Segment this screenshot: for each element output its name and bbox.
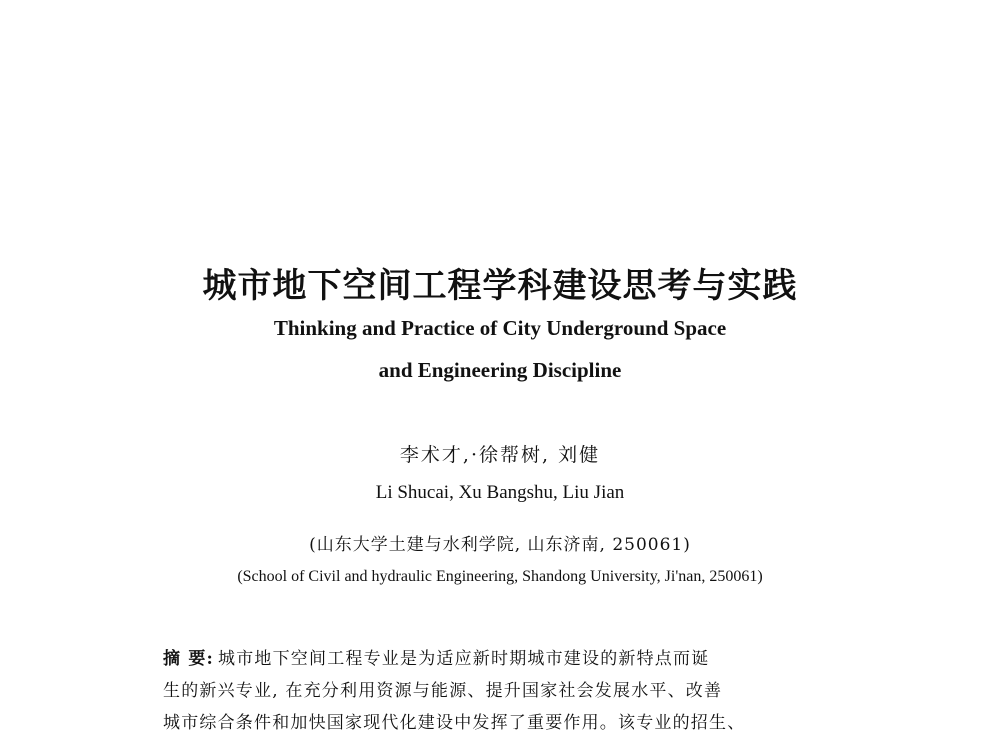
abstract-text-1: 城市地下空间工程专业是为适应新时期城市建设的新特点而诞 <box>218 649 710 669</box>
affiliation-english: (School of Civil and hydraulic Engineering, Shandong University, Ji'nan, 250061) <box>237 568 763 585</box>
title-english-line-2: and Engineering Discipline <box>378 358 622 382</box>
authors-chinese: 李术才,·徐帮树, 刘健 <box>399 444 601 466</box>
abstract-line-3: 城市综合条件和加快国家现代化建设中发挥了重要作用。该专业的招生、 <box>163 713 746 733</box>
authors-english: Li Shucai, Xu Bangshu, Liu Jian <box>375 482 625 503</box>
title-english-line-1: Thinking and Practice of City Underground Space <box>273 316 727 340</box>
abstract-label: 摘 要: <box>163 649 214 669</box>
abstract-line-2: 生的新兴专业, 在充分利用资源与能源、提升国家社会发展水平、改善 <box>163 681 723 701</box>
title-chinese: 城市地下空间工程学科建设思考与实践 <box>202 266 798 306</box>
affiliation-chinese: (山东大学土建与水利学院, 山东济南, 250061) <box>309 535 691 555</box>
abstract-line-1 <box>163 644 815 669</box>
